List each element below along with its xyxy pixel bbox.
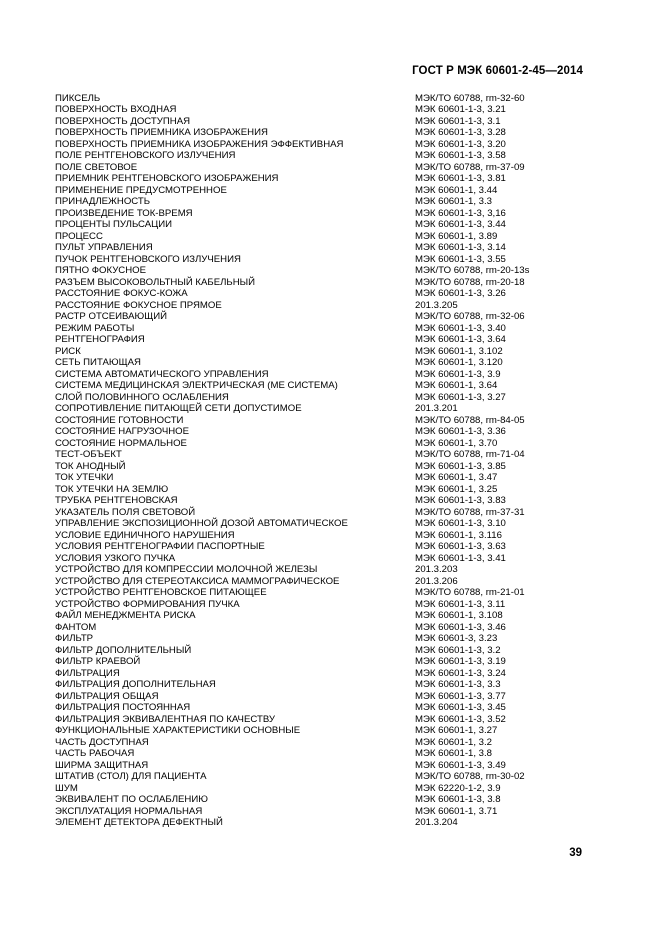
index-row (55, 495, 595, 507)
index-row (55, 334, 595, 346)
index-reference: МЭК 60601-1, 3.27 (415, 725, 498, 736)
index-row (55, 702, 595, 714)
index-reference: МЭК 60601-1-3, 3.14 (415, 242, 506, 253)
index-row (55, 783, 595, 795)
index-reference: МЭК 60601-1-3, 3.21 (415, 104, 506, 115)
index-reference: МЭК 60601-1, 3.2 (415, 736, 493, 748)
index-row (55, 415, 595, 427)
index-row (55, 587, 595, 599)
index-row (55, 576, 595, 588)
index-term: УСТРОЙСТВО ДЛЯ СТЕРЕОТАКСИСА МАММОГРАФИЧЕСКОЕ (55, 575, 340, 587)
index-row (55, 162, 595, 174)
index-row (55, 530, 595, 542)
index-term: ФИЛЬТР КРАЕВОЙ (55, 656, 141, 667)
index-reference: МЭК 60601-1-3, 3.19 (415, 656, 506, 667)
index-row (55, 622, 595, 634)
index-term: ФИЛЬТРАЦИЯ ДОПОЛНИТЕЛЬНАЯ (55, 679, 216, 690)
index-reference: 201.3.203 (415, 564, 458, 575)
index-reference: МЭК 60601-1, 3.70 (415, 437, 498, 449)
index-reference: МЭК/ТО 60788, rm-20-13s (415, 265, 530, 276)
index-reference: МЭК 60601-1-3, 3,16 (415, 207, 506, 219)
index-row (55, 507, 595, 519)
index-term: ПУЛЬТ УПРАВЛЕНИЯ (55, 242, 153, 253)
index-term: ФИЛЬТРАЦИЯ ОБЩАЯ (55, 690, 159, 702)
index-term: ПРОЦЕСС (55, 230, 103, 242)
index-reference: МЭК 60601-1, 3.44 (415, 184, 498, 196)
index-row (55, 748, 595, 760)
index-row (55, 737, 595, 749)
index-row (55, 771, 595, 783)
index-term: ФАЙЛ МЕНЕДЖМЕНТА РИСКА (55, 610, 196, 621)
index-reference: МЭК 60601-1-3, 3.2 (415, 644, 501, 656)
index-reference: МЭК/ТО 60788, rm-21-01 (415, 587, 525, 598)
index-row (55, 127, 595, 139)
index-term: ПОВЕРХНОСТЬ ПРИЕМНИКА ИЗОБРАЖЕНИЯ ЭФФЕКТИВНАЯ (55, 138, 344, 150)
index-row (55, 403, 595, 415)
term-index-list (55, 93, 595, 829)
index-row (55, 449, 595, 461)
index-reference: МЭК 60601-1, 3.3 (415, 196, 493, 207)
index-reference: МЭК 60601-1-3, 3.63 (415, 541, 506, 552)
index-row (55, 679, 595, 691)
index-reference: МЭК/ТО 60788, rm-37-31 (415, 506, 525, 518)
index-reference: МЭК 60601-1-3, 3.49 (415, 759, 506, 771)
index-row (55, 806, 595, 818)
index-reference: 201.3.205 (415, 299, 458, 311)
index-row (55, 219, 595, 231)
index-term: РЕНТГЕНОГРАФИЯ (55, 334, 145, 345)
index-row (55, 242, 595, 254)
index-term: ШУМ (55, 782, 78, 794)
index-term: ПРИЕМНИК РЕНТГЕНОВСКОГО ИЗОБРАЖЕНИЯ (55, 173, 279, 184)
index-term: РЕЖИМ РАБОТЫ (55, 322, 135, 334)
index-term: СОСТОЯНИЕ НОРМАЛЬНОЕ (55, 437, 187, 449)
index-reference: МЭК 60601-1-3, 3.45 (415, 702, 506, 713)
index-row (55, 265, 595, 277)
index-term: ПОВЕРХНОСТЬ ДОСТУПНАЯ (55, 115, 191, 127)
index-term: ТРУБКА РЕНТГЕНОВСКАЯ (55, 495, 178, 506)
index-row (55, 518, 595, 530)
index-reference: МЭК 60601-1-3, 3.26 (415, 288, 506, 299)
index-row (55, 553, 595, 565)
index-term: ПРОЦЕНТЫ ПУЛЬСАЦИИ (55, 219, 173, 230)
index-reference: МЭК 60601-1-3, 3.8 (415, 794, 501, 805)
index-term: ФИЛЬТРАЦИЯ (55, 667, 120, 679)
index-row (55, 173, 595, 185)
index-row (55, 392, 595, 404)
index-reference: МЭК 60601-1-3, 3.9 (415, 368, 501, 380)
index-reference: МЭК 60601-1, 3.25 (415, 483, 498, 495)
index-reference: МЭК 60601-1-3, 3.20 (415, 138, 506, 150)
index-row (55, 668, 595, 680)
index-reference: МЭК 60601-1-3, 3.27 (415, 391, 506, 403)
index-row (55, 599, 595, 611)
index-reference: МЭК 60601-1-3, 3.85 (415, 460, 506, 472)
index-reference: МЭК 60601-1-3, 3.10 (415, 518, 506, 529)
index-row (55, 564, 595, 576)
index-reference: МЭК 62220-1-2, 3.9 (415, 782, 501, 794)
index-term: ПУЧОК РЕНТГЕНОВСКОГО ИЗЛУЧЕНИЯ (55, 253, 241, 265)
index-term: ПОВЕРХНОСТЬ ВХОДНАЯ (55, 104, 177, 115)
index-row (55, 656, 595, 668)
index-row (55, 104, 595, 116)
index-term: ЭКСПЛУАТАЦИЯ НОРМАЛЬНАЯ (55, 805, 203, 817)
page-number: 39 (569, 847, 582, 859)
index-term: ШИРМА ЗАЩИТНАЯ (55, 759, 149, 771)
index-reference: МЭК 60601-1-3, 3.46 (415, 621, 506, 633)
index-term: УСТРОЙСТВО РЕНТГЕНОВСКОЕ ПИТАЮЩЕЕ (55, 587, 267, 598)
index-term: ЧАСТЬ ДОСТУПНАЯ (55, 736, 149, 748)
index-row (55, 150, 595, 162)
index-term: ФИЛЬТР (55, 633, 94, 644)
index-row (55, 541, 595, 553)
index-row (55, 288, 595, 300)
index-row (55, 346, 595, 358)
index-reference: МЭК 60601-1-3, 3.77 (415, 690, 506, 702)
index-row (55, 794, 595, 806)
index-row (55, 231, 595, 243)
index-row (55, 461, 595, 473)
index-term: СИСТЕМА АВТОМАТИЧЕСКОГО УПРАВЛЕНИЯ (55, 368, 269, 380)
index-reference: МЭК 60601-1-3, 3.83 (415, 495, 506, 506)
index-term: УСЛОВИЯ УЗКОГО ПУЧКА (55, 552, 176, 564)
index-term: СОСТОЯНИЕ НАГРУЗОЧНОЕ (55, 426, 190, 437)
index-term: УСТРОЙСТВО ДЛЯ КОМПРЕССИИ МОЛОЧНОЙ ЖЕЛЕЗЫ (55, 564, 318, 575)
index-term: ПРИНАДЛЕЖНОСТЬ (55, 196, 151, 207)
index-term: ФАНТОМ (55, 621, 97, 633)
index-term: ТОК УТЕЧКИ (55, 472, 114, 483)
index-row (55, 311, 595, 323)
index-reference: МЭК 60601-1, 3.71 (415, 805, 498, 817)
index-term: ПОЛЕ СВЕТОВОЕ (55, 161, 138, 173)
index-term: ПЯТНО ФОКУСНОЕ (55, 265, 147, 276)
index-term: УСЛОВИЕ ЕДИНИЧНОГО НАРУШЕНИЯ (55, 529, 235, 541)
index-row (55, 369, 595, 381)
index-term: ЧАСТЬ РАБОЧАЯ (55, 748, 135, 759)
index-reference: МЭК 60601-1-3, 3.1 (415, 115, 501, 127)
index-term: УКАЗАТЕЛЬ ПОЛЯ СВЕТОВОЙ (55, 506, 196, 518)
index-row (55, 323, 595, 335)
index-reference: МЭК 60601-1-3, 3.28 (415, 127, 506, 138)
index-term: ЭЛЕМЕНТ ДЕТЕКТОРА ДЕФЕКТНЫЙ (55, 817, 223, 828)
index-row (55, 139, 595, 151)
index-row (55, 817, 595, 829)
index-reference: МЭК 60601-1-3, 3.58 (415, 150, 506, 161)
index-reference: МЭК 60601-1-3, 3.55 (415, 253, 506, 265)
index-reference: МЭК/ТО 60788, rm-32-60 (415, 92, 525, 104)
index-term: ФИЛЬТРАЦИЯ ПОСТОЯННАЯ (55, 702, 191, 713)
index-reference: МЭК 60601-1, 3.120 (415, 357, 503, 368)
index-reference: МЭК 60601-1-3, 3.36 (415, 426, 506, 437)
index-row (55, 116, 595, 128)
index-reference: МЭК/ТО 60788, rm-84-05 (415, 414, 525, 426)
index-reference: МЭК/ТО 60788, rm-32-06 (415, 311, 525, 322)
index-reference: МЭК 60601-1-3, 3.41 (415, 552, 506, 564)
index-reference: МЭК 60601-1, 3.89 (415, 230, 498, 242)
index-reference: МЭК/ТО 60788, rm-71-04 (415, 449, 525, 460)
index-term: СЛОЙ ПОЛОВИННОГО ОСЛАБЛЕНИЯ (55, 391, 229, 403)
index-reference: МЭК 60601-1, 3.102 (415, 345, 503, 357)
index-term: ФУНКЦИОНАЛЬНЫЕ ХАРАКТЕРИСТИКИ ОСНОВНЫЕ (55, 725, 301, 736)
index-row (55, 438, 595, 450)
index-term: ФИЛЬТР ДОПОЛНИТЕЛЬНЫЙ (55, 644, 192, 656)
index-term: ТЕСТ-ОБЪЕКТ (55, 449, 122, 460)
index-row (55, 484, 595, 496)
index-row (55, 380, 595, 392)
index-row (55, 426, 595, 438)
index-term: РАССТОЯНИЕ ФОКУС-КОЖА (55, 288, 188, 299)
index-row (55, 645, 595, 657)
index-term: УСТРОЙСТВО ФОРМИРОВАНИЯ ПУЧКА (55, 598, 240, 610)
index-term: ПОЛЕ РЕНТГЕНОВСКОГО ИЗЛУЧЕНИЯ (55, 150, 236, 161)
index-term: ПИКСЕЛЬ (55, 92, 101, 104)
index-reference: МЭК 60601-1-3, 3.11 (415, 598, 506, 610)
index-reference: МЭК 60601-1, 3.47 (415, 472, 498, 483)
index-term: СЕТЬ ПИТАЮЩАЯ (55, 357, 141, 368)
index-reference: МЭК 60601-1-3, 3.81 (415, 173, 506, 184)
index-row (55, 196, 595, 208)
index-row (55, 714, 595, 726)
index-row (55, 300, 595, 312)
index-reference: 201.3.206 (415, 575, 458, 587)
index-row (55, 93, 595, 105)
index-reference: МЭК 60601-1, 3.64 (415, 380, 498, 391)
index-row (55, 357, 595, 369)
index-row (55, 185, 595, 197)
index-row (55, 633, 595, 645)
index-term: СОСТОЯНИЕ ГОТОВНОСТИ (55, 414, 184, 426)
index-term: СИСТЕМА МЕДИЦИНСКАЯ ЭЛЕКТРИЧЕСКАЯ (МЕ СИСТЕМА) (55, 380, 338, 391)
index-reference: 201.3.201 (415, 403, 458, 414)
index-term: РАССТОЯНИЕ ФОКУСНОЕ ПРЯМОЕ (55, 299, 222, 311)
index-term: ПРИМЕНЕНИЕ ПРЕДУСМОТРЕННОЕ (55, 184, 227, 196)
document-header: ГОСТ Р МЭК 60601-2-45—2014 (412, 65, 583, 77)
index-reference: МЭК/ТО 60788, rm-37-09 (415, 161, 525, 173)
index-term: ТОК УТЕЧКИ НА ЗЕМЛЮ (55, 483, 169, 495)
index-row (55, 610, 595, 622)
index-reference: 201.3.204 (415, 817, 458, 828)
index-reference: МЭК 60601-1, 3.108 (415, 610, 503, 621)
index-row (55, 208, 595, 220)
index-reference: МЭК 60601-1-3, 3.40 (415, 322, 506, 334)
index-term: СОПРОТИВЛЕНИЕ ПИТАЮЩЕЙ СЕТИ ДОПУСТИМОЕ (55, 403, 302, 414)
index-reference: МЭК 60601-1-3, 3.24 (415, 667, 506, 679)
index-term: РАСТР ОТСЕИВАЮЩИЙ (55, 311, 167, 322)
index-row (55, 760, 595, 772)
index-term: УПРАВЛЕНИЕ ЭКСПОЗИЦИОННОЙ ДОЗОЙ АВТОМАТИЧЕСКОЕ (55, 518, 348, 529)
index-reference: МЭК 60601-1-3, 3.52 (415, 713, 506, 725)
index-reference: МЭК/ТО 60788, rm-30-02 (415, 771, 525, 782)
index-term: ЭКВИВАЛЕНТ ПО ОСЛАБЛЕНИЮ (55, 794, 208, 805)
index-row (55, 691, 595, 703)
index-term: ШТАТИВ (СТОЛ) ДЛЯ ПАЦИЕНТА (55, 771, 207, 782)
index-reference: МЭК/ТО 60788, rm-20-18 (415, 276, 525, 288)
index-reference: МЭК 60601-1-3, 3.44 (415, 219, 506, 230)
index-reference: МЭК 60601-1, 3.116 (415, 529, 502, 541)
index-reference: МЭК 60601-1-3, 3.64 (415, 334, 506, 345)
index-term: ПОВЕРХНОСТЬ ПРИЕМНИКА ИЗОБРАЖЕНИЯ (55, 127, 268, 138)
index-row (55, 725, 595, 737)
index-term: РИСК (55, 345, 81, 357)
index-reference: МЭК 60601-1-3, 3.3 (415, 679, 501, 690)
index-row (55, 472, 595, 484)
index-term: УСЛОВИЯ РЕНТГЕНОГРАФИИ ПАСПОРТНЫЕ (55, 541, 265, 552)
index-reference: МЭК 60601-3, 3.23 (415, 633, 498, 644)
index-row (55, 254, 595, 266)
index-reference: МЭК 60601-1, 3.8 (415, 748, 493, 759)
index-row (55, 277, 595, 289)
index-term: ТОК АНОДНЫЙ (55, 460, 126, 472)
index-term: ФИЛЬТРАЦИЯ ЭКВИВАЛЕНТНАЯ ПО КАЧЕСТВУ (55, 713, 275, 725)
index-term: ПРОИЗВЕДЕНИЕ ТОК-ВРЕМЯ (55, 207, 193, 219)
index-term: РАЗЪЕМ ВЫСОКОВОЛЬТНЫЙ КАБЕЛЬНЫЙ (55, 276, 256, 288)
